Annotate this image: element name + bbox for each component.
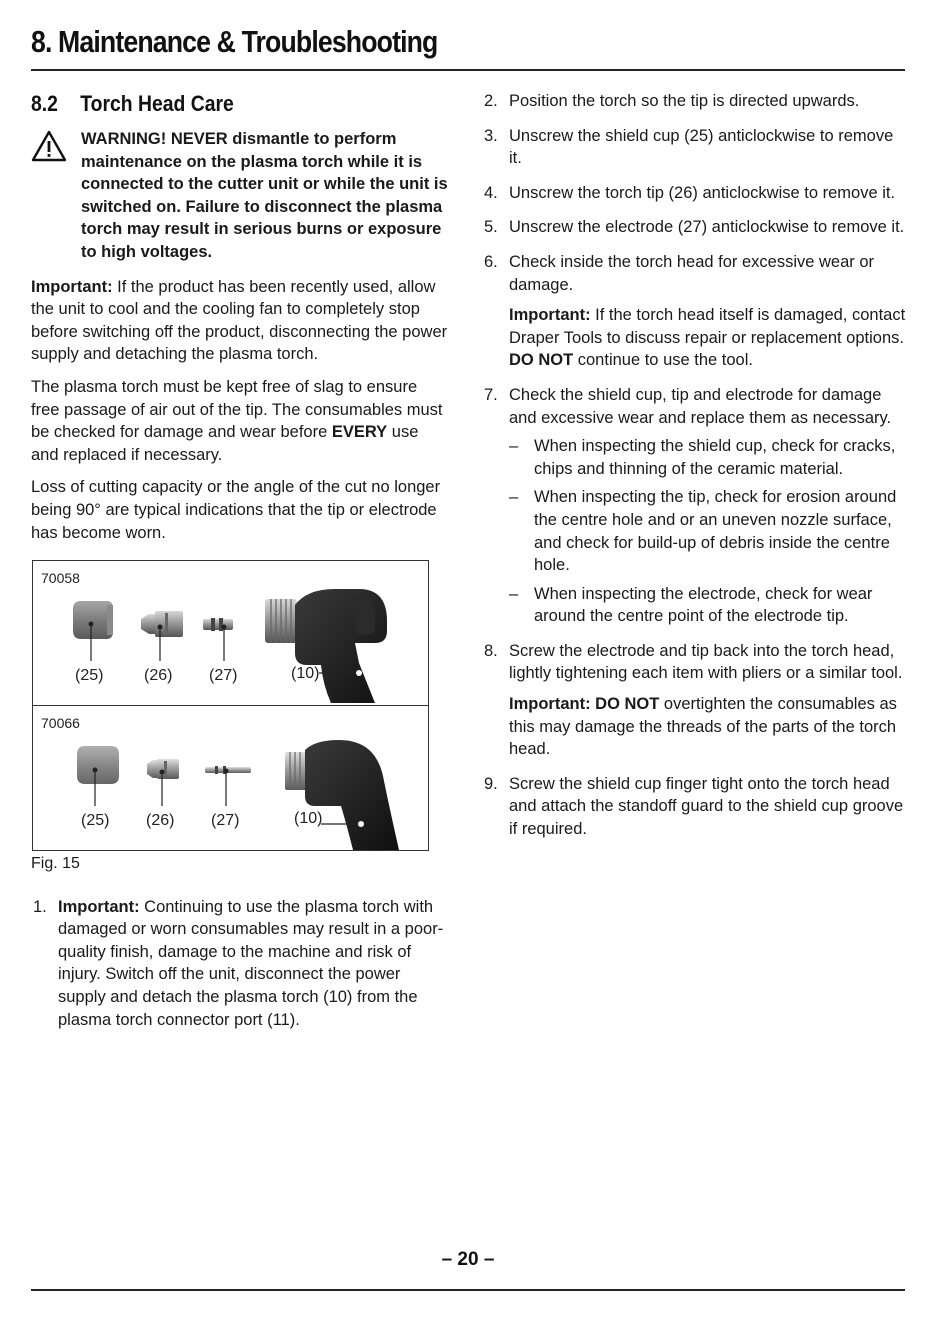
warning-text: WARNING! NEVER dismantle to perform maintenance on the plasma torch while it is connected to the cutter unit or while the unit is switched on. Failure to disconnect the plasma torch may result in serious burns or exposure to high voltages. xyxy=(81,130,448,261)
steps-list-right xyxy=(482,90,906,841)
torch-tip-26 xyxy=(147,759,179,806)
step-item: 4. Unscrew the torch tip (26) anticlockwise to remove it. xyxy=(484,183,896,202)
step-item: 9. Screw the shield cup finger tight onto the torch head and attach the standoff guard to the shield cup groove if required. xyxy=(484,774,904,839)
figure-15 xyxy=(32,560,429,851)
shield-cup-25 xyxy=(73,601,113,661)
plasma-torch-10 xyxy=(285,740,399,850)
step-item: 8. Screw the electrode and tip back into the torch head, lightly tightening each item with pliers or a similar tool. Important: DO NOT overtighten the consumables as this may damage the threads of the parts of the torch head. xyxy=(482,640,906,761)
header-divider xyxy=(31,69,905,71)
figure-model-label: 70058 xyxy=(41,570,80,587)
torch-tip-26 xyxy=(141,611,183,661)
warning-block xyxy=(31,128,449,264)
bullet-item: – When inspecting the tip, check for erosion around the centre hole and or an uneven nozzle surface, and check for build-up of debris inside the centre hole. xyxy=(509,488,897,575)
step-item: 5. Unscrew the electrode (27) anticlockwise to remove it. xyxy=(484,218,905,237)
footer-divider xyxy=(31,1289,905,1291)
figure-label-plasma-torch: (10) xyxy=(291,665,320,683)
paragraph-slag: The plasma torch must be kept free of slag to ensure free passage of air out of the tip. The consumables must be checked for damage and wear before EVERY use and replaced if necessary. xyxy=(31,377,443,464)
figure-label-electrode: (27) xyxy=(209,667,238,685)
warning-triangle-icon xyxy=(31,128,81,264)
step-item: 6. Check inside the torch head for excessive wear or damage. Important: If the torch head itself is damaged, contact Draper Tools to discuss repair or replacement options. DO NOT continue to use the tool. xyxy=(482,251,906,372)
electrode-27 xyxy=(205,766,251,806)
step-item: 3. Unscrew the shield cup (25) anticlockwise to remove it. xyxy=(484,126,894,168)
figure-label-torch-tip: (26) xyxy=(146,812,175,830)
bullet-item: – When inspecting the shield cup, check for cracks, chips and thinning of the ceramic material. xyxy=(509,437,896,478)
figure-panel-70058 xyxy=(33,561,428,706)
section-number: 8.2 xyxy=(31,91,58,116)
figure-panel-70066 xyxy=(33,706,428,850)
important-label: Important: xyxy=(31,277,113,296)
paragraph-cooldown: Important: If the product has been recently used, allow the unit to cool and the cooling fan to completely stop before switching off the product, disconnecting the power supply and detaching the plasma torch. xyxy=(31,277,448,364)
figure-label-shield-cup: (25) xyxy=(75,667,104,685)
plasma-torch-10 xyxy=(265,589,387,703)
figure-label-plasma-torch: (10) xyxy=(294,810,323,828)
figure-label-electrode: (27) xyxy=(211,812,240,830)
shield-cup-25 xyxy=(77,746,119,806)
paragraph-wear-signs: Loss of cutting capacity or the angle of the cut no longer being 90° are typical indications that the tip or electrode has become worn. xyxy=(31,478,441,542)
bullet-item: – When inspecting the electrode, check for wear around the centre point of the electrode tip. xyxy=(509,584,873,626)
left-column xyxy=(31,128,449,1043)
step-item: 7. Check the shield cup, tip and electrode for damage and excessive wear and replace them as necessary. – When inspecting the shield cup, check for cracks, chips and thinning of the ceramic material. – When inspecting the tip, check for erosion around the centre hole and or an uneven nozzle surface, and check for build-up of debris inside the centre hole. – When inspecting the electrode, check for wear around the centre point of the electrode tip. xyxy=(482,384,906,628)
page-header-title: 8. Maintenance & Troubleshooting xyxy=(31,24,438,59)
right-column xyxy=(482,90,906,853)
steps-list-left xyxy=(31,896,449,1032)
figure-caption: Fig. 15 xyxy=(31,855,80,873)
figure-label-torch-tip: (26) xyxy=(144,667,173,685)
electrode-27 xyxy=(203,618,233,661)
step-item: 1. Important: Continuing to use the plasma torch with damaged or worn consumables may result in a poor-quality finish, damage to the machine and risk of injury. Switch off the unit, disconnect the power supply and detach the plasma torch (10) from the plasma torch connector port (11). xyxy=(33,897,444,1029)
section-heading xyxy=(31,91,234,117)
inspection-bullets xyxy=(509,435,906,628)
step-item: 2. Position the torch so the tip is directed upwards. xyxy=(484,92,860,110)
page-number: – 20 – xyxy=(441,1249,495,1270)
figure-label-shield-cup: (25) xyxy=(81,812,110,830)
step-note: Important: If the torch head itself is damaged, contact Draper Tools to discuss repair or replacement options. DO NOT continue to use the tool. xyxy=(509,306,906,370)
figure-model-label: 70066 xyxy=(41,715,80,732)
step-note: Important: DO NOT overtighten the consumables as this may damage the threads of the parts of the torch head. xyxy=(509,695,897,759)
section-title: Torch Head Care xyxy=(80,91,234,116)
